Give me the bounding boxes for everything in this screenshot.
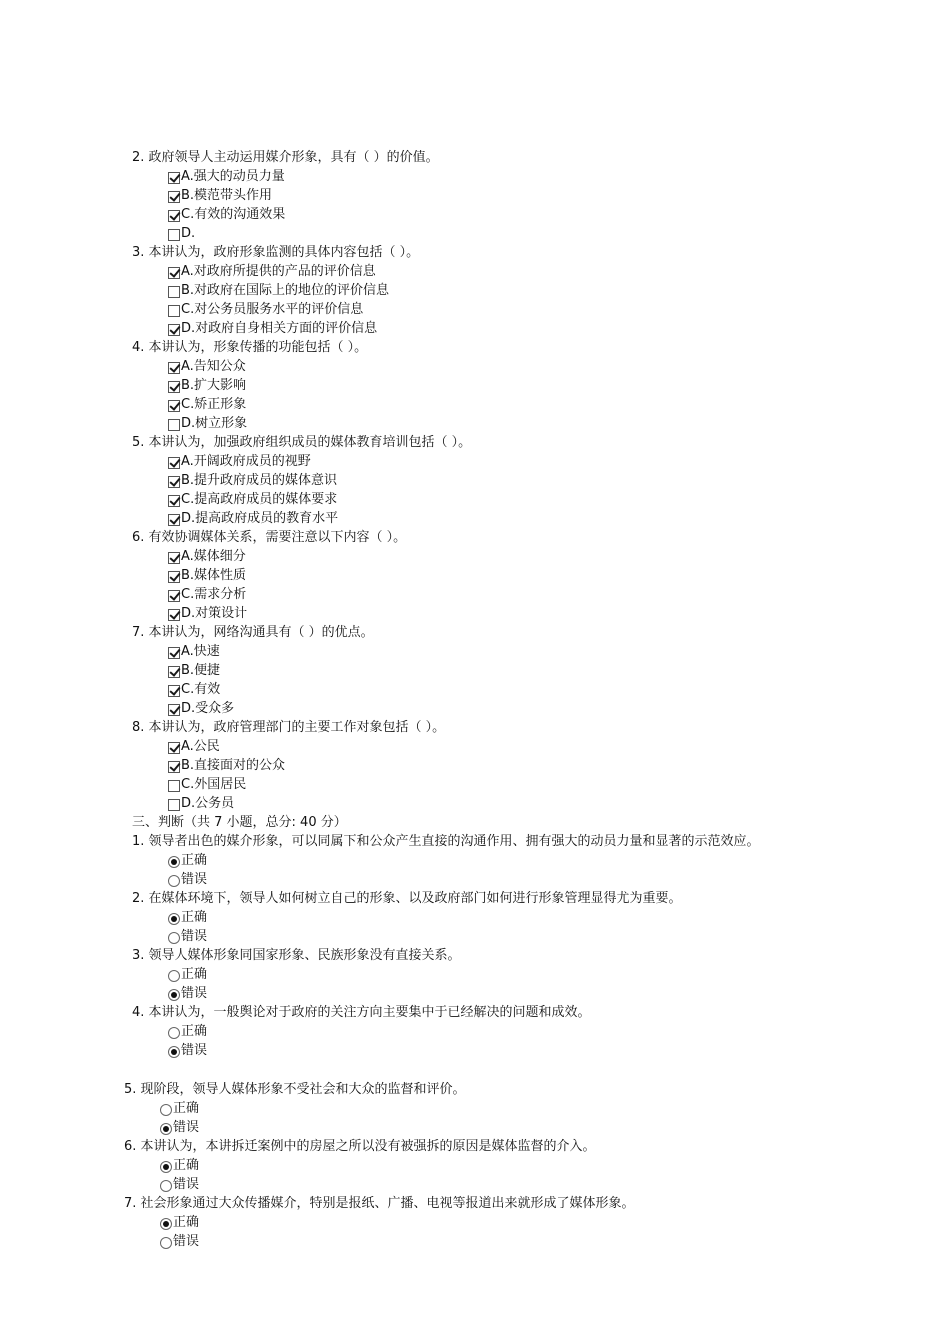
question-text: 6. 本讲认为，本讲拆迁案例中的房屋之所以没有被强拆的原因是媒体监督的介入。	[124, 1139, 596, 1154]
option-radio-row[interactable]	[0, 1213, 950, 1232]
radio-button[interactable]	[168, 1046, 180, 1058]
radio-button[interactable]	[168, 913, 180, 925]
checkbox[interactable]	[168, 210, 180, 222]
option-label: B.便捷	[181, 663, 221, 678]
option-label: A.对政府所提供的产品的评价信息	[181, 264, 376, 279]
checkbox[interactable]	[168, 609, 180, 621]
option-checkbox-row[interactable]	[0, 262, 950, 281]
checkbox[interactable]	[168, 571, 180, 583]
option-label: A.快速	[181, 644, 220, 659]
option-checkbox-row[interactable]	[0, 794, 950, 813]
radio-button[interactable]	[168, 989, 180, 1001]
option-checkbox-row[interactable]	[0, 471, 950, 490]
option-label: D.公务员	[181, 796, 235, 811]
checkbox[interactable]	[168, 457, 180, 469]
checkbox[interactable]	[168, 495, 180, 507]
checkbox[interactable]	[168, 381, 180, 393]
option-checkbox-row[interactable]	[0, 376, 950, 395]
option-checkbox-row[interactable]	[0, 775, 950, 794]
option-label: D.对政府自身相关方面的评价信息	[181, 321, 378, 336]
question-text: 7. 本讲认为，网络沟通具有（ ）的优点。	[132, 625, 374, 640]
option-radio-row[interactable]	[0, 1232, 950, 1251]
judge-section-a	[0, 832, 950, 1060]
radio-button[interactable]	[168, 970, 180, 982]
option-radio-row[interactable]	[0, 908, 950, 927]
checkbox[interactable]	[168, 514, 180, 526]
option-checkbox-row[interactable]	[0, 680, 950, 699]
checkbox[interactable]	[168, 324, 180, 336]
option-label: C.外国居民	[181, 777, 247, 792]
checkbox[interactable]	[168, 476, 180, 488]
option-checkbox-row[interactable]	[0, 319, 950, 338]
option-radio-row[interactable]	[0, 1118, 950, 1137]
option-radio-row[interactable]	[0, 851, 950, 870]
radio-button[interactable]	[160, 1218, 172, 1230]
option-checkbox-row[interactable]	[0, 737, 950, 756]
option-radio-row[interactable]	[0, 984, 950, 1003]
option-label: C.有效	[181, 682, 221, 697]
radio-button[interactable]	[160, 1104, 172, 1116]
option-checkbox-row[interactable]	[0, 585, 950, 604]
option-checkbox-row[interactable]	[0, 547, 950, 566]
option-label: A.媒体细分	[181, 549, 246, 564]
question-text: 6. 有效协调媒体关系，需要注意以下内容（ ）。	[132, 530, 407, 545]
option-label: C.矫正形象	[181, 397, 247, 412]
checkbox[interactable]	[168, 305, 180, 317]
option-checkbox-row[interactable]	[0, 756, 950, 775]
checkbox[interactable]	[168, 780, 180, 792]
option-checkbox-row[interactable]	[0, 224, 950, 243]
option-label: 正确	[173, 1215, 200, 1230]
option-checkbox-row[interactable]	[0, 167, 950, 186]
option-label: D.	[181, 226, 196, 241]
question-text: 2. 在媒体环境下，领导人如何树立自己的形象、以及政府部门如何进行形象管理显得尤为重要。	[132, 891, 682, 906]
option-label: D.提高政府成员的教育水平	[181, 511, 339, 526]
checkbox[interactable]	[168, 286, 180, 298]
option-label: A.强大的动员力量	[181, 169, 285, 184]
option-label: A.公民	[181, 739, 220, 754]
question-text: 5. 本讲认为，加强政府组织成员的媒体教育培训包括（ ）。	[132, 435, 472, 450]
option-checkbox-row[interactable]	[0, 395, 950, 414]
question-text: 4. 本讲认为，形象传播的功能包括（ ）。	[132, 340, 368, 355]
radio-button[interactable]	[160, 1123, 172, 1135]
option-radio-row[interactable]	[0, 1175, 950, 1194]
judge-section-b	[0, 1080, 950, 1251]
radio-button[interactable]	[168, 932, 180, 944]
spacer	[0, 1060, 950, 1080]
option-label: 错误	[181, 929, 208, 944]
option-checkbox-row[interactable]	[0, 699, 950, 718]
option-label: 正确	[181, 1024, 208, 1039]
option-label: 错误	[181, 1043, 208, 1058]
option-label: C.有效的沟通效果	[181, 207, 286, 222]
question-text: 1. 领导者出色的媒介形象，可以同属下和公众产生直接的沟通作用、拥有强大的动员力量和显著的示范效应。	[132, 834, 760, 849]
checkbox[interactable]	[168, 742, 180, 754]
option-label: 错误	[173, 1177, 200, 1192]
option-label: A.告知公众	[181, 359, 246, 374]
checkbox[interactable]	[168, 191, 180, 203]
option-label: 错误	[173, 1234, 200, 1249]
question-text: 3. 本讲认为，政府形象监测的具体内容包括（ ）。	[132, 245, 420, 260]
section-title: 三、判断（共 7 小题，总分: 40 分）	[132, 815, 347, 830]
option-checkbox-row[interactable]	[0, 661, 950, 680]
option-label: B.媒体性质	[181, 568, 247, 583]
option-label: D.树立形象	[181, 416, 248, 431]
option-radio-row[interactable]	[0, 1022, 950, 1041]
checkbox[interactable]	[168, 552, 180, 564]
option-checkbox-row[interactable]	[0, 357, 950, 376]
option-checkbox-row[interactable]	[0, 205, 950, 224]
option-label: D.受众多	[181, 701, 235, 716]
option-label: C.对公务员服务水平的评价信息	[181, 302, 364, 317]
radio-button[interactable]	[168, 856, 180, 868]
checkbox[interactable]	[168, 647, 180, 659]
question-text: 8. 本讲认为，政府管理部门的主要工作对象包括（ ）。	[132, 720, 446, 735]
option-radio-row[interactable]	[0, 1041, 950, 1060]
question-text: 7. 社会形象通过大众传播媒介，特别是报纸、广播、电视等报道出来就形成了媒体形象。	[124, 1196, 635, 1211]
question-text: 5. 现阶段，领导人媒体形象不受社会和大众的监督和评价。	[124, 1082, 466, 1097]
option-checkbox-row[interactable]	[0, 566, 950, 585]
option-label: 错误	[181, 872, 208, 887]
checkbox[interactable]	[168, 267, 180, 279]
checkbox[interactable]	[168, 799, 180, 811]
question-text: 4. 本讲认为，一般舆论对于政府的关注方向主要集中于已经解决的问题和成效。	[132, 1005, 591, 1020]
quiz-page	[0, 148, 950, 1251]
checkbox[interactable]	[168, 761, 180, 773]
option-label: A.开阔政府成员的视野	[181, 454, 311, 469]
checkbox[interactable]	[168, 419, 180, 431]
option-label: 正确	[181, 967, 208, 982]
option-label: 正确	[181, 853, 208, 868]
checkbox[interactable]	[168, 172, 180, 184]
option-radio-row[interactable]	[0, 927, 950, 946]
question-text: 2. 政府领导人主动运用媒介形象，具有（ ）的价值。	[132, 150, 439, 165]
option-radio-row[interactable]	[0, 870, 950, 889]
option-checkbox-row[interactable]	[0, 281, 950, 300]
checkbox[interactable]	[168, 400, 180, 412]
option-label: 正确	[173, 1158, 200, 1173]
option-checkbox-row[interactable]	[0, 300, 950, 319]
radio-button[interactable]	[160, 1180, 172, 1192]
option-label: 错误	[181, 986, 208, 1001]
option-checkbox-row[interactable]	[0, 509, 950, 528]
checkbox[interactable]	[168, 229, 180, 241]
option-checkbox-row[interactable]	[0, 186, 950, 205]
option-label: B.模范带头作用	[181, 188, 273, 203]
option-label: B.扩大影响	[181, 378, 247, 393]
option-label: B.对政府在国际上的地位的评价信息	[181, 283, 390, 298]
checkbox[interactable]	[168, 685, 180, 697]
option-label: B.提升政府成员的媒体意识	[181, 473, 338, 488]
option-radio-row[interactable]	[0, 1099, 950, 1118]
option-checkbox-row[interactable]	[0, 642, 950, 661]
option-radio-row[interactable]	[0, 965, 950, 984]
question-text: 3. 领导人媒体形象同国家形象、民族形象没有直接关系。	[132, 948, 461, 963]
radio-button[interactable]	[160, 1161, 172, 1173]
checkbox[interactable]	[168, 590, 180, 602]
checkbox[interactable]	[168, 704, 180, 716]
radio-button[interactable]	[168, 875, 180, 887]
option-checkbox-row[interactable]	[0, 490, 950, 509]
option-label: 正确	[173, 1101, 200, 1116]
option-label: B.直接面对的公众	[181, 758, 286, 773]
option-label: C.需求分析	[181, 587, 247, 602]
option-label: 正确	[181, 910, 208, 925]
checkbox[interactable]	[168, 666, 180, 678]
radio-button[interactable]	[168, 1027, 180, 1039]
option-label: C.提高政府成员的媒体要求	[181, 492, 338, 507]
option-label: 错误	[173, 1120, 200, 1135]
multi-choice-section	[0, 148, 950, 813]
option-radio-row[interactable]	[0, 1156, 950, 1175]
option-label: D.对策设计	[181, 606, 248, 621]
option-checkbox-row[interactable]	[0, 452, 950, 471]
option-checkbox-row[interactable]	[0, 414, 950, 433]
checkbox[interactable]	[168, 362, 180, 374]
option-checkbox-row[interactable]	[0, 604, 950, 623]
radio-button[interactable]	[160, 1237, 172, 1249]
